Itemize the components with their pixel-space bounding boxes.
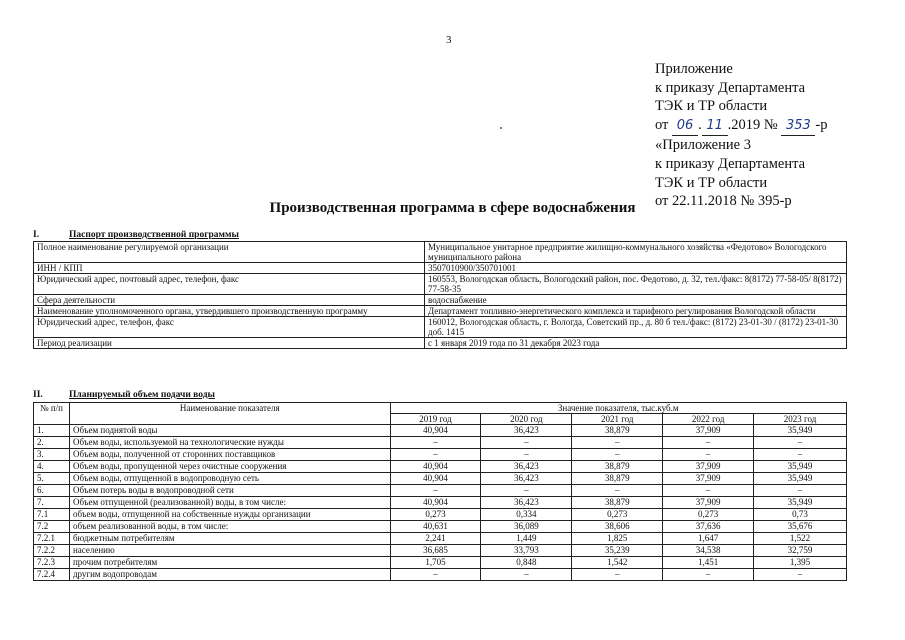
value-cell: – bbox=[754, 437, 847, 449]
value-cell: 37,909 bbox=[663, 497, 754, 509]
order-date-line: от 06 . 11 .2019 № 353 -р bbox=[655, 116, 827, 137]
value-cell: 38,879 bbox=[572, 425, 663, 437]
row-name: Объем потерь воды в водопроводной сети bbox=[69, 485, 390, 497]
row-name: Объем отпущенной (реализованной) воды, в том числе: bbox=[69, 497, 390, 509]
row-number: 7.2.4 bbox=[34, 569, 70, 581]
value-cell: – bbox=[572, 485, 663, 497]
table-row bbox=[34, 425, 847, 437]
value-cell: 36,423 bbox=[481, 425, 572, 437]
table-row bbox=[34, 569, 847, 581]
value-cell: 1,825 bbox=[572, 533, 663, 545]
document-title: Производственная программа в сфере водоснабжения bbox=[269, 200, 636, 216]
value-cell: 1,451 bbox=[663, 557, 754, 569]
approval-header bbox=[655, 60, 827, 211]
value-cell: 35,949 bbox=[754, 425, 847, 437]
row-name: объем реализованной воды, в том числе: bbox=[69, 521, 390, 533]
value-cell: 32,759 bbox=[754, 545, 847, 557]
value-cell: – bbox=[481, 437, 572, 449]
passport-label: Период реализации bbox=[34, 338, 425, 349]
row-name: Объем воды, полученной от сторонних поставщиков bbox=[69, 449, 390, 461]
section2-title: Планируемый объем подачи воды bbox=[69, 390, 215, 400]
header-line: ТЭК и ТР области bbox=[655, 174, 768, 191]
passport-label: Наименование уполномоченного органа, утвердившего производственную программу bbox=[34, 306, 425, 317]
row-number: 1. bbox=[34, 425, 70, 437]
value-cell: 35,949 bbox=[754, 473, 847, 485]
value-cell: – bbox=[663, 449, 754, 461]
value-cell: 0,334 bbox=[481, 509, 572, 521]
passport-value: 160012, Вологодская область, г. Вологда, Советский пр., д. 80 б тел./факс: (8172) 23-01-30 / (8172) 23-01-30 доб. 1415 bbox=[425, 317, 847, 338]
value-cell: – bbox=[390, 449, 481, 461]
table-row bbox=[34, 437, 847, 449]
table-row bbox=[34, 509, 847, 521]
header-line: к приказу Департамента bbox=[655, 79, 806, 96]
header-line: «Приложение 3 bbox=[655, 137, 751, 154]
value-cell: – bbox=[572, 569, 663, 581]
row-name: прочим потребителям bbox=[69, 557, 390, 569]
value-cell: 37,636 bbox=[663, 521, 754, 533]
row-number: 7.2 bbox=[34, 521, 70, 533]
section1-number: I. bbox=[33, 230, 40, 240]
value-cell: 0,273 bbox=[663, 509, 754, 521]
table-row bbox=[34, 545, 847, 557]
handwritten-day: 06 bbox=[672, 117, 698, 137]
row-number: 7.2.2 bbox=[34, 545, 70, 557]
handwritten-order-number: 353 bbox=[781, 117, 815, 137]
value-cell: – bbox=[390, 485, 481, 497]
value-cell: 40,904 bbox=[390, 497, 481, 509]
value-cell: – bbox=[481, 485, 572, 497]
handwritten-month: 11 bbox=[702, 117, 728, 137]
passport-value: Департамент топливно-энергетического комплекса и тарифного регулирования Вологодской области bbox=[425, 306, 847, 317]
value-cell: 33,793 bbox=[481, 545, 572, 557]
passport-label: ИНН / КПП bbox=[34, 263, 425, 274]
value-cell: 36,423 bbox=[481, 473, 572, 485]
scan-speck bbox=[500, 127, 502, 129]
value-cell: – bbox=[663, 437, 754, 449]
row-number: 3. bbox=[34, 449, 70, 461]
passport-value: Муниципальное унитарное предприятие жилищно-коммунального хозяйства «Федотово» Вологодского муниципального района bbox=[425, 242, 847, 263]
page-number: 3 bbox=[446, 34, 452, 46]
value-cell: 0,73 bbox=[754, 509, 847, 521]
section1-heading bbox=[33, 230, 239, 240]
value-cell: 0,848 bbox=[481, 557, 572, 569]
row-number: 7.2.1 bbox=[34, 533, 70, 545]
value-cell: – bbox=[754, 569, 847, 581]
value-cell: 36,423 bbox=[481, 497, 572, 509]
row-name: бюджетным потребителям bbox=[69, 533, 390, 545]
section2-number: II. bbox=[33, 390, 43, 400]
passport-label: Сфера деятельности bbox=[34, 295, 425, 306]
passport-value: 3507010900/350701001 bbox=[425, 263, 847, 274]
value-cell: 35,949 bbox=[754, 497, 847, 509]
value-cell: 40,904 bbox=[390, 473, 481, 485]
header-line: от 22.11.2018 № 395-р bbox=[655, 193, 792, 210]
header-line: Приложение bbox=[655, 61, 733, 77]
section1-title: Паспорт производственной программы bbox=[69, 230, 239, 240]
order-suffix: -р bbox=[815, 116, 828, 133]
col-name-header: Наименование показателя bbox=[69, 403, 390, 425]
row-name: населению bbox=[69, 545, 390, 557]
row-name: Объем воды, отпущенной в водопроводную сеть bbox=[69, 473, 390, 485]
value-cell: – bbox=[754, 485, 847, 497]
table-header-row bbox=[34, 403, 847, 414]
value-cell: – bbox=[481, 569, 572, 581]
value-cell: 35,676 bbox=[754, 521, 847, 533]
value-cell: 40,904 bbox=[390, 425, 481, 437]
row-name: Объем воды, используемой на технологические нужды bbox=[69, 437, 390, 449]
row-number: 7.2.3 bbox=[34, 557, 70, 569]
value-cell: 1,449 bbox=[481, 533, 572, 545]
table-row bbox=[34, 497, 847, 509]
value-cell: – bbox=[572, 449, 663, 461]
value-cell: 38,606 bbox=[572, 521, 663, 533]
row-number: 7.1 bbox=[34, 509, 70, 521]
row-name: Объем воды, пропущенной через очистные сооружения bbox=[69, 461, 390, 473]
value-cell: 1,522 bbox=[754, 533, 847, 545]
value-cell: 0,273 bbox=[390, 509, 481, 521]
value-cell: 0,273 bbox=[572, 509, 663, 521]
value-cell: 1,705 bbox=[390, 557, 481, 569]
value-cell: 36,685 bbox=[390, 545, 481, 557]
value-cell: 1,647 bbox=[663, 533, 754, 545]
row-number: 2. bbox=[34, 437, 70, 449]
value-cell: – bbox=[663, 485, 754, 497]
value-cell: 40,904 bbox=[390, 461, 481, 473]
value-cell: 38,879 bbox=[572, 461, 663, 473]
value-cell: – bbox=[663, 569, 754, 581]
header-line: к приказу Департамента bbox=[655, 155, 806, 172]
year-header: 2019 год bbox=[390, 414, 481, 425]
row-number: 7. bbox=[34, 497, 70, 509]
section2-heading bbox=[33, 390, 215, 400]
row-name: другим водопроводам bbox=[69, 569, 390, 581]
value-cell: 37,909 bbox=[663, 461, 754, 473]
passport-row bbox=[34, 317, 847, 338]
table-row bbox=[34, 461, 847, 473]
value-cell: 38,879 bbox=[572, 473, 663, 485]
row-number: 6. bbox=[34, 485, 70, 497]
value-cell: 36,089 bbox=[481, 521, 572, 533]
table-row bbox=[34, 485, 847, 497]
year-header: 2023 год bbox=[754, 414, 847, 425]
passport-row bbox=[34, 306, 847, 317]
value-cell: – bbox=[390, 437, 481, 449]
value-cell: – bbox=[390, 569, 481, 581]
passport-label: Юридический адрес, почтовый адрес, телефон, факс bbox=[34, 274, 425, 295]
value-cell: 34,538 bbox=[663, 545, 754, 557]
value-cell: 36,423 bbox=[481, 461, 572, 473]
passport-label: Полное наименование регулируемой организации bbox=[34, 242, 425, 263]
year-header: 2020 год bbox=[481, 414, 572, 425]
value-cell: 2,241 bbox=[390, 533, 481, 545]
passport-row bbox=[34, 274, 847, 295]
value-cell: 37,909 bbox=[663, 473, 754, 485]
row-name: Объем поднятой воды bbox=[69, 425, 390, 437]
col-value-group-header: Значение показателя, тыс.куб.м bbox=[390, 403, 846, 414]
date-year: .2019 № bbox=[727, 116, 778, 133]
passport-label: Юридический адрес, телефон, факс bbox=[34, 317, 425, 338]
water-supply-table bbox=[33, 402, 847, 581]
value-cell: 38,879 bbox=[572, 497, 663, 509]
table-row bbox=[34, 521, 847, 533]
table-row bbox=[34, 449, 847, 461]
row-name: объем воды, отпущенной на собственные нужды организации bbox=[69, 509, 390, 521]
passport-row bbox=[34, 242, 847, 263]
value-cell: 40,631 bbox=[390, 521, 481, 533]
value-cell: 37,909 bbox=[663, 425, 754, 437]
year-header: 2021 год bbox=[572, 414, 663, 425]
date-prefix: от bbox=[655, 116, 669, 133]
passport-row bbox=[34, 263, 847, 274]
col-number-header: № п/п bbox=[34, 403, 70, 425]
row-number: 5. bbox=[34, 473, 70, 485]
table-row bbox=[34, 533, 847, 545]
value-cell: – bbox=[572, 437, 663, 449]
passport-table bbox=[33, 241, 847, 349]
passport-row bbox=[34, 295, 847, 306]
value-cell: 35,239 bbox=[572, 545, 663, 557]
value-cell: 35,949 bbox=[754, 461, 847, 473]
value-cell: – bbox=[481, 449, 572, 461]
passport-value: с 1 января 2019 года по 31 декабря 2023 года bbox=[425, 338, 847, 349]
table-row bbox=[34, 557, 847, 569]
table-row bbox=[34, 473, 847, 485]
value-cell: 1,542 bbox=[572, 557, 663, 569]
year-header: 2022 год bbox=[663, 414, 754, 425]
passport-value: 160553, Вологодская область, Вологодский район, пос. Федотово, д. 32, тел./факс: 8(8172) 77-58-05/ 8(8172) 77-58-35 bbox=[425, 274, 847, 295]
header-line: ТЭК и ТР области bbox=[655, 98, 768, 115]
passport-value: водоснабжение bbox=[425, 295, 847, 306]
passport-row bbox=[34, 338, 847, 349]
value-cell: 1,395 bbox=[754, 557, 847, 569]
row-number: 4. bbox=[34, 461, 70, 473]
value-cell: – bbox=[754, 449, 847, 461]
